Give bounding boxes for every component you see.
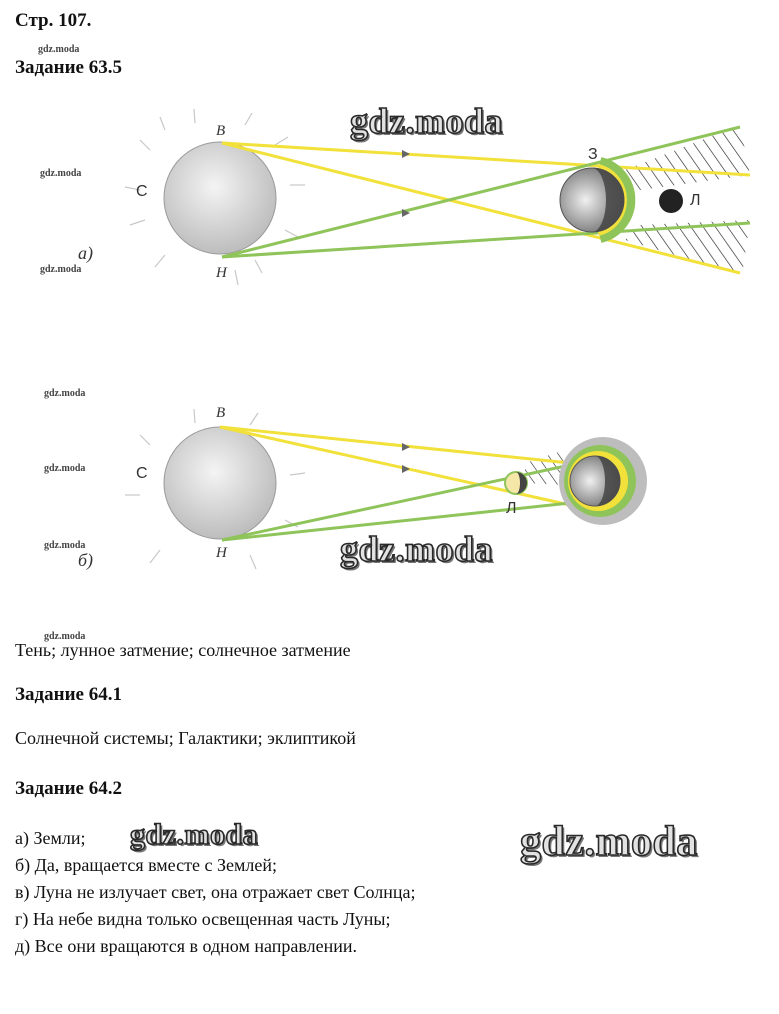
answer-64-1: Солнечной системы; Галактики; эклиптикой [15,728,356,748]
watermark-small: gdz.moda [44,540,86,551]
task-64-1-title: Задание 64.1 [15,684,122,705]
task-64-2-title: Задание 64.2 [15,778,122,799]
fig-b-label-sun: С [136,465,148,482]
watermark-big: gdz.moda [350,101,504,141]
task-63-5-title: Задание 63.5 [15,57,122,78]
page-title: Стр. 107. [15,10,92,31]
ray-yellow-b1 [220,427,570,463]
watermark-big: gdz.moda [520,819,698,865]
sun-b [164,427,276,539]
watermark-small: gdz.moda [44,388,86,399]
fig-a-label-moon: Л [690,192,701,209]
answer-line: в) Луна не излучает свет, она отражает свет Солнца; [15,882,416,902]
fig-a-caption: а) [78,243,93,263]
fig-a-label-bottom: Н [216,265,227,281]
answer-63-5: Тень; лунное затмение; солнечное затмение [15,640,351,660]
fig-b-caption: б) [78,550,94,570]
answer-line: а) Земли; [15,828,86,848]
answer-line: д) Все они вращаются в одном направлении. [15,936,357,956]
watermark-big: gdz.moda [130,818,259,851]
watermark-big: gdz.moda [340,529,494,569]
answer-line: г) На небе видна только освещенная часть Луны; [15,909,391,929]
watermark-small: gdz.moda [38,44,80,55]
fig-b-label-top: В [216,405,226,421]
answer-line: б) Да, вращается вместе с Землей; [15,855,277,875]
sun-a [164,142,276,254]
watermark-small: gdz.moda [44,463,86,474]
watermark-small: gdz.moda [44,631,86,642]
fig-b-label-bottom: Н [216,545,227,561]
fig-b-label-moon: Л [506,500,517,517]
fig-a-label-sun: С [136,183,148,200]
penumbra-upper-hatch [625,125,750,190]
fig-a-label-top: В [216,123,226,139]
watermark-small: gdz.moda [40,168,82,179]
moon-a [659,189,683,213]
watermark-small: gdz.moda [40,264,82,275]
fig-a-label-earth: З [588,146,598,163]
